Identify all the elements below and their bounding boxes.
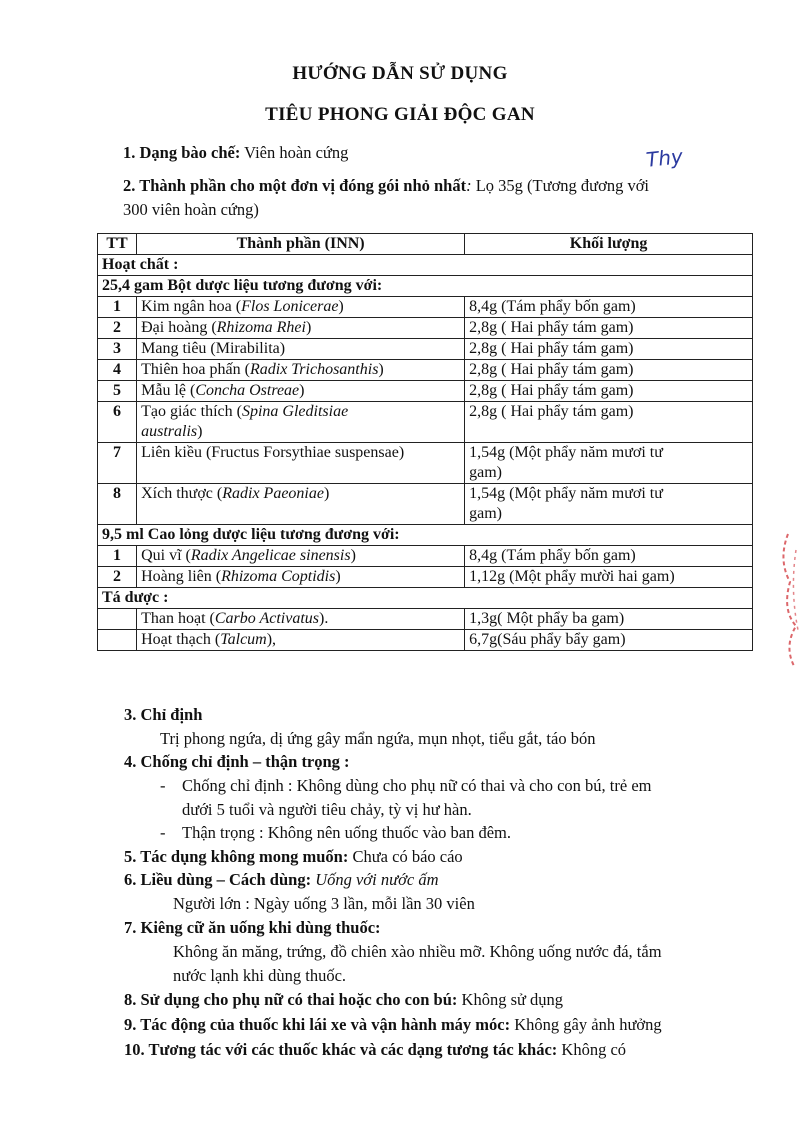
- excipient-mass: 6,7g(Sáu phẩy bẩy gam): [465, 630, 753, 651]
- row-number: 2: [98, 567, 137, 588]
- ingredient-name: Hoàng liên (Rhizoma Coptidis): [137, 567, 465, 588]
- group-2-label: 9,5 ml Cao lỏng dược liệu tương đương với:: [98, 525, 753, 546]
- row-number: [98, 630, 137, 651]
- ingredient-name: Qui vĩ (Radix Angelicae sinensis): [137, 546, 465, 567]
- table-row: [98, 546, 753, 567]
- section-10: 10. Tương tác với các thuốc khác và các dạng tương tác khác: Không có: [124, 1040, 627, 1059]
- header-mass: Khối lượng: [465, 234, 753, 255]
- ingredient-mass: 1,12g (Một phẩy mười hai gam): [465, 567, 753, 588]
- table-section-row: [98, 276, 753, 297]
- table-row: [98, 339, 753, 360]
- ingredient-name: Mẫu lệ (Concha Ostreae): [137, 381, 465, 402]
- table-header-row: [98, 234, 753, 255]
- table-row: [98, 402, 753, 443]
- section-2-composition: [123, 176, 649, 196]
- section-7-text-2: nước lạnh khi dùng thuốc.: [173, 966, 347, 985]
- section-3-text: Trị phong ngứa, dị ứng gây mẩn ngứa, mụn nhọt, tiểu gắt, táo bón: [160, 729, 596, 748]
- table-row: [98, 443, 753, 484]
- row-number: 7: [98, 443, 137, 484]
- table-row: [98, 609, 753, 630]
- ingredient-mass: 2,8g ( Hai phẩy tám gam): [465, 381, 753, 402]
- section-1-value: Viên hoàn cứng: [240, 143, 349, 162]
- ingredient-mass: 2,8g ( Hai phẩy tám gam): [465, 360, 753, 381]
- section-6: 6. Liều dùng – Cách dùng: Uống với nước ấm: [124, 870, 439, 889]
- group-1-label: 25,4 gam Bột dược liệu tương đương với:: [98, 276, 753, 297]
- section-4-label: 4. Chống chỉ định – thận trọng :: [124, 752, 350, 771]
- ingredient-name: Đại hoàng (Rhizoma Rhei): [137, 318, 465, 339]
- table-row: [98, 360, 753, 381]
- ingredient-mass: 2,8g ( Hai phẩy tám gam): [465, 318, 753, 339]
- section-7-label: 7. Kiêng cữ ăn uống khi dùng thuốc:: [124, 918, 381, 937]
- ingredient-name: Tạo giác thích (Spina Gleditsiae australis): [137, 402, 465, 443]
- row-number: 1: [98, 297, 137, 318]
- table-row: [98, 381, 753, 402]
- section-3-label: 3. Chỉ định: [124, 705, 203, 724]
- section-8: 8. Sử dụng cho phụ nữ có thai hoặc cho con bú: Không sử dụng: [124, 990, 564, 1009]
- ingredient-name: Thiên hoa phấn (Radix Trichosanthis): [137, 360, 465, 381]
- ingredient-name: Mang tiêu (Mirabilita): [137, 339, 465, 360]
- row-number: 8: [98, 484, 137, 525]
- ingredient-name: Xích thược (Radix Paeoniae): [137, 484, 465, 525]
- row-number: 3: [98, 339, 137, 360]
- table-section-row: [98, 255, 753, 276]
- row-number: 2: [98, 318, 137, 339]
- row-number: 4: [98, 360, 137, 381]
- row-number: 1: [98, 546, 137, 567]
- section-2-value-2: 300 viên hoàn cứng): [123, 200, 259, 219]
- section-4-contraindication: - Chống chỉ định : Không dùng cho phụ nữ có thai và cho con bú, trẻ em: [160, 776, 652, 795]
- red-stamp-edge: [760, 530, 800, 670]
- section-2-colon: :: [466, 176, 472, 195]
- section-9: 9. Tác động của thuốc khi lái xe và vận hành máy móc: Không gây ảnh hưởng: [124, 1015, 662, 1034]
- section-2-label: 2. Thành phần cho một đơn vị đóng gói nhỏ nhất: [123, 176, 467, 195]
- table-row: [98, 484, 753, 525]
- table-row: [98, 318, 753, 339]
- section-1-dosage-form: [123, 143, 348, 163]
- handwritten-initials: Thy: [644, 144, 684, 172]
- row-number: 5: [98, 381, 137, 402]
- ingredient-name: Liên kiều (Fructus Forsythiae suspensae): [137, 443, 465, 484]
- table-row: [98, 567, 753, 588]
- section-5: 5. Tác dụng không mong muốn: Chưa có báo cáo: [124, 847, 463, 866]
- ingredient-mass: 1,54g (Một phẩy năm mươi tư gam): [465, 484, 753, 525]
- document-title-line-2: TIÊU PHONG GIẢI ĐỘC GAN: [265, 104, 535, 125]
- header-ingredient: Thành phần (INN): [137, 234, 465, 255]
- ingredient-mass: 2,8g ( Hai phẩy tám gam): [465, 339, 753, 360]
- table-row: [98, 297, 753, 318]
- document-title-line-1: HƯỚNG DẪN SỬ DỤNG: [292, 63, 508, 84]
- ingredient-mass: 2,8g ( Hai phẩy tám gam): [465, 402, 753, 443]
- excipient-name: Than hoạt (Carbo Activatus).: [137, 609, 465, 630]
- section-2-value-1: Lọ 35g (Tương đương với: [471, 176, 650, 195]
- row-number: 6: [98, 402, 137, 443]
- row-number: [98, 609, 137, 630]
- ingredient-mass: 8,4g (Tám phẩy bốn gam): [465, 546, 753, 567]
- table-row: [98, 630, 753, 651]
- section-4-caution: - Thận trọng : Không nên uống thuốc vào ban đêm.: [160, 823, 512, 842]
- ingredients-table: [97, 233, 753, 651]
- ingredient-name: Kim ngân hoa (Flos Lonicerae): [137, 297, 465, 318]
- active-ingredients-label: Hoạt chất :: [98, 255, 753, 276]
- excipient-mass: 1,3g( Một phẩy ba gam): [465, 609, 753, 630]
- table-section-row: [98, 525, 753, 546]
- section-1-label: 1. Dạng bào chế:: [123, 143, 241, 162]
- excipient-label: Tá dược :: [98, 588, 753, 609]
- ingredient-mass: 8,4g (Tám phẩy bốn gam): [465, 297, 753, 318]
- section-7-text-1: Không ăn măng, trứng, đồ chiên xào nhiều mỡ. Không uống nước đá, tắm: [173, 942, 662, 961]
- section-4-contraindication-cont: dưới 5 tuổi và người tiêu chảy, tỳ vị hư hàn.: [182, 800, 472, 819]
- ingredient-mass: 1,54g (Một phẩy năm mươi tư gam): [465, 443, 753, 484]
- section-6-adult-dose: Người lớn : Ngày uống 3 lần, mỗi lần 30 viên: [173, 894, 475, 913]
- excipient-name: Hoạt thạch (Talcum),: [137, 630, 465, 651]
- table-section-row: [98, 588, 753, 609]
- header-tt: TT: [98, 234, 137, 255]
